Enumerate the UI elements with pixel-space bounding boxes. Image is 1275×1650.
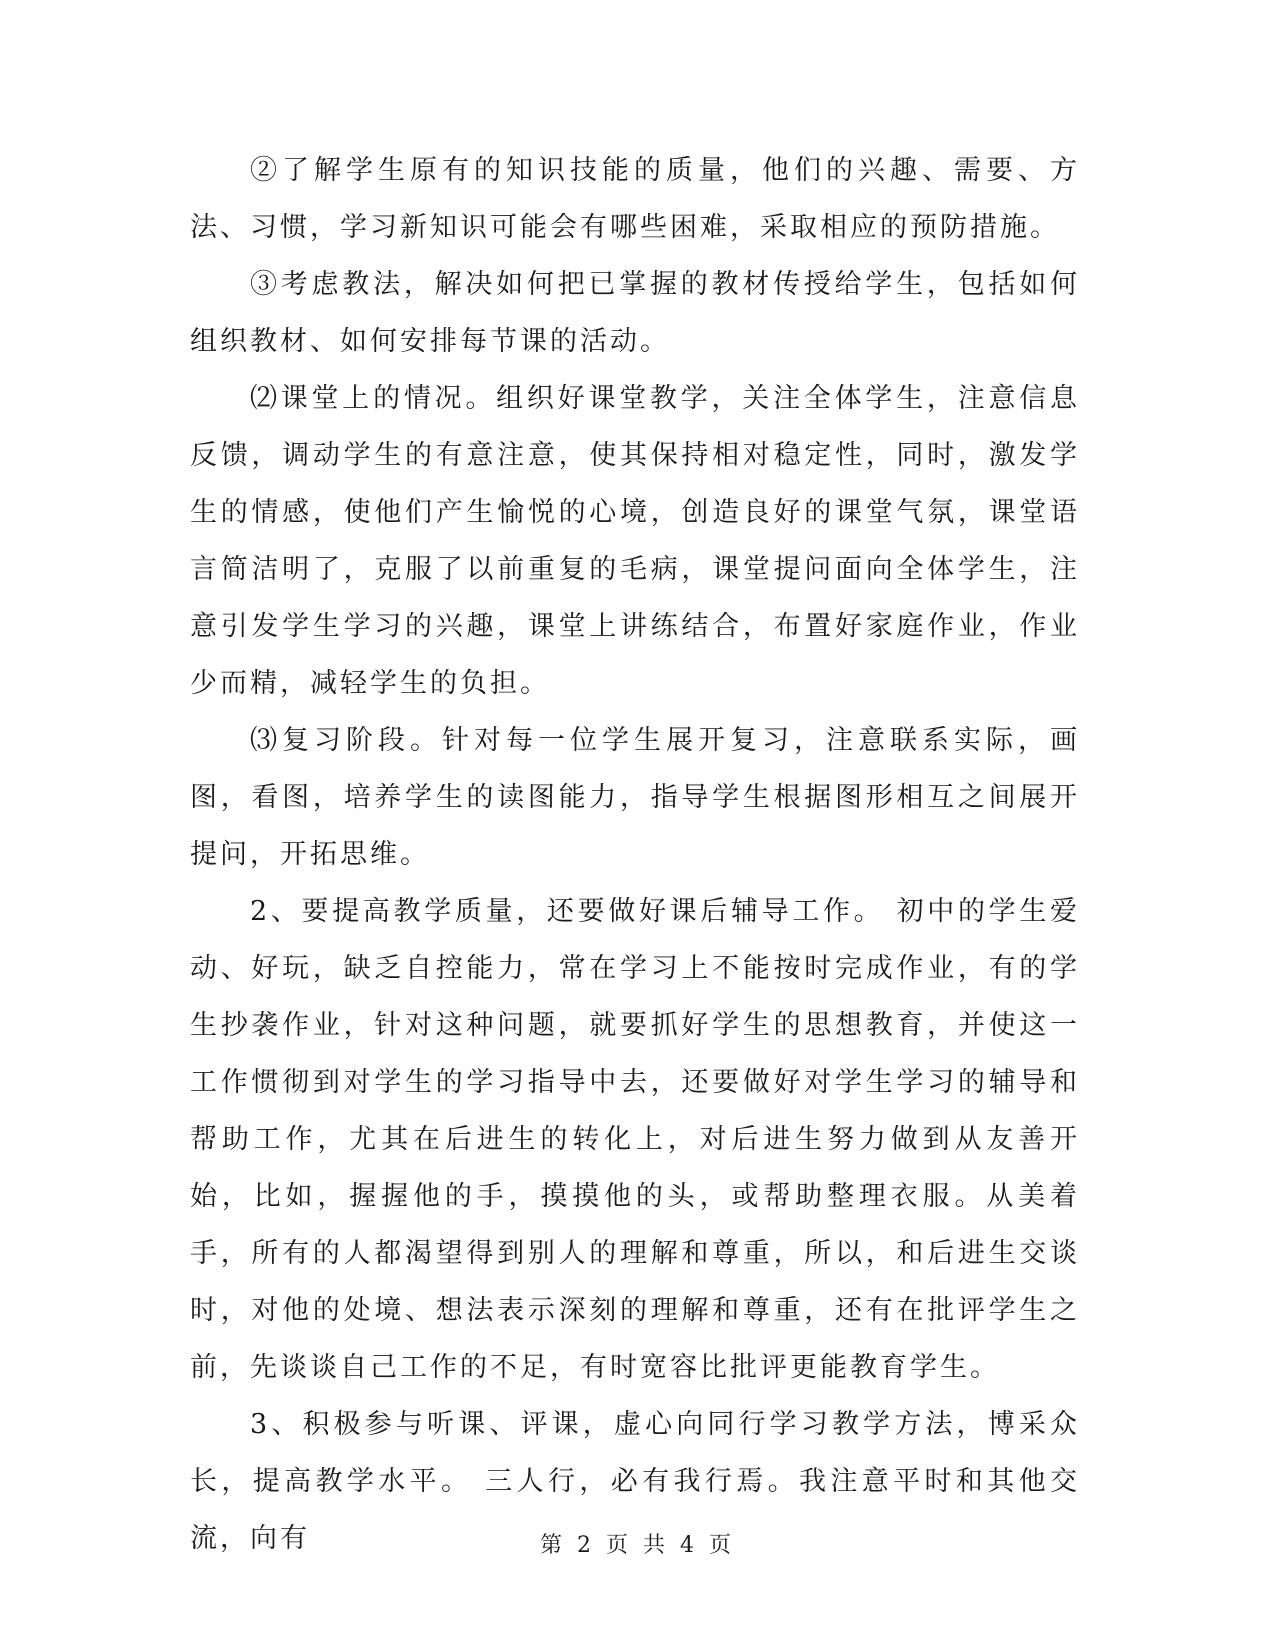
page-footer (0, 1528, 1275, 1559)
paragraph-4: ⑶复习阶段。针对每一位学生展开复习，注意联系实际，画图，看图，培养学生的读图能力，指导学生根据图形相互之间展开提问，开拓思维。 (190, 725, 1080, 870)
paragraph-1: ②了解学生原有的知识技能的质量，他们的兴趣、需要、方法、习惯，学习新知识可能会有哪些困难，采取相应的预防措施。 (190, 155, 1080, 243)
document-body (190, 142, 1080, 1567)
paragraph-5: 2、要提高教学质量，还要做好课后辅导工作。 初中的学生爱动、好玩，缺乏自控能力，常在学习上不能按时完成作业，有的学生抄袭作业，针对这种问题，就要抓好学生的思想教育，并使这一工作惯彻到对学生的学习指导中去，还要做好对学生学习的辅导和帮助工作，尤其在后进生的转化上，对后进生努力做到从友善开始，比如，握握他的手，摸摸他的头，或帮助整理衣服。从美着手，所有的人都渴望得到别人的理解和尊重，所以，和后进生交谈时，对他的处境、想法表示深刻的理解和尊重，还有在批评学生之前，先谈谈自己工作的不足，有时宽容比批评更能教育学生。 (190, 896, 1080, 1383)
paragraph-3: ⑵课堂上的情况。组织好课堂教学，关注全体学生，注意信息反馈，调动学生的有意注意，使其保持相对稳定性，同时，激发学生的情感，使他们产生愉悦的心境，创造良好的课堂气氛，课堂语言简洁明了，克服了以前重复的毛病，课堂提问面向全体学生，注意引发学生学习的兴趣，课堂上讲练结合，布置好家庭作业，作业少而精，减轻学生的负担。 (190, 383, 1080, 699)
page-number-label: 第 2 页 共 4 页 (540, 1533, 735, 1558)
paragraph-6: 3、积极参与听课、评课，虚心向同行学习教学方法，博采众长，提高教学水平。 三人行，必有我行焉。我注意平时和其他交流，向有 (190, 1409, 1080, 1554)
paragraph-2: ③考虑教法，解决如何把已掌握的教材传授给学生，包括如何组织教材、如何安排每节课的活动。 (190, 269, 1080, 357)
